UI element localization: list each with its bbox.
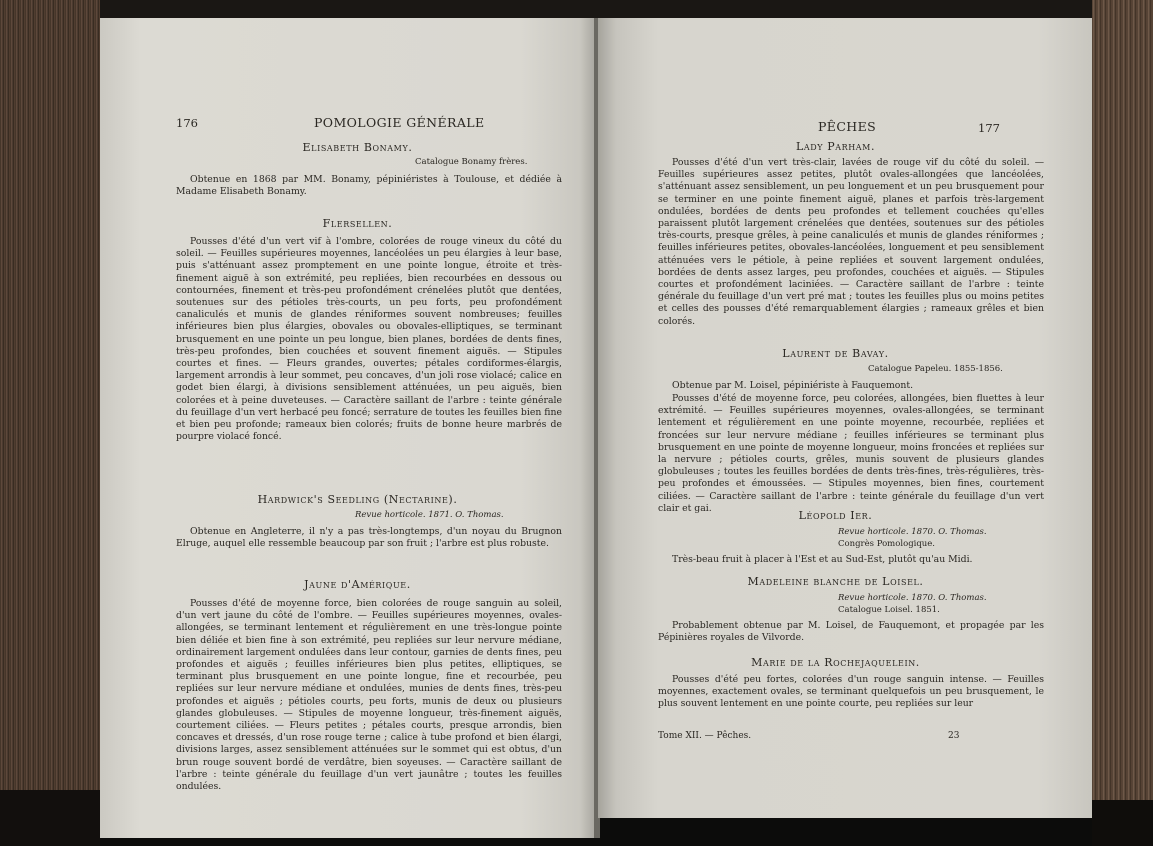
entry-text: Obtenue par M. Loisel, pépiniériste à Fauquemont. (672, 380, 914, 391)
right-running-title: PÊCHES (818, 119, 877, 134)
entry-heading: Léopold Ier. (798, 509, 873, 522)
entry-citation: Catalogue Papeleu. 1855-1856. (868, 364, 1003, 374)
book-top-edge (100, 0, 1092, 18)
footer-volume: Tome XII. — Pêches. (658, 731, 752, 741)
right-page-number: 177 (978, 121, 1000, 135)
entry-heading: Jaune d'Amérique. (304, 578, 411, 591)
entry-text: Obtenue en 1868 par MM. Bonamy, pépiniéristes à Toulouse, et dédiée à Madame Elisabeth Bonamy. (176, 174, 562, 198)
entry-heading: Marie de la Rochejaquelein. (751, 656, 920, 669)
left-page-number: 176 (176, 116, 198, 130)
entry-citation: Revue horticole. 1870. O. Thomas. (838, 593, 987, 603)
entry-text: Pousses d'été d'un vert vif à l'ombre, colorées de rouge vineux du côté du soleil. — Feuilles supérieures moyennes, lancéolées un peu élargies à leur base, puis s'atténuant assez promptement en une pointe longue, étroite et très-finement aiguë à son extrémité, peu repliées, bien recourbées en dessous ou contournées, finement et très-peu profondément crénelées plutôt que dentées, soutenues sur des pétioles très-courts, un peu forts, peu profondément canaliculés et munis de glandes réniformes souvent nombreuses; feuilles inférieures bien plus élargies, obovales ou obovales-elliptiques, se terminant brusquement en une pointe un peu longue, bien planes, bordées de dents fines, très-peu profondes, bien couchées et souvent finement aiguës. — Stipules courtes et fines. — Fleurs grandes, ouvertes; pétales cordiformes-élargis, largement arrondis à leur sommet, peu concaves, d'un joli rose violacé; calice en godet bien élargi, à divisions sensiblement atténuées, un peu aiguës, bien colorées et à peine duveteuses. — Caractère saillant de l'arbre : teinte générale du feuillage d'un vert herbacé peu foncé; serrature de toutes les feuilles bien fine et bien peu profonde; rameaux bien colorés; fruits de bonne heure marbrés de pourpre violacé foncé. (176, 236, 562, 443)
entry-text: Très-beau fruit à placer à l'Est et au Sud-Est, plutôt qu'au Midi. (672, 554, 973, 565)
entry-citation: Congrès Pomologique. (838, 539, 936, 549)
entry-citation: Revue horticole. 1871. O. Thomas. (355, 510, 504, 520)
entry-text: Obtenue en Angleterre, il n'y a pas très-longtemps, d'un noyau du Brugnon Elruge, auquel elle ressemble beaucoup par son fruit ; l'arbre est plus robuste. (176, 526, 562, 550)
right-page (598, 18, 1092, 818)
right-edge-shadow (1092, 800, 1153, 846)
entry-citation: Catalogue Loisel. 1851. (838, 605, 940, 615)
entry-heading: Madeleine blanche de Loisel. (747, 575, 924, 588)
right-page-edges (1092, 0, 1153, 846)
entry-text: Pousses d'été peu fortes, colorées d'un rouge sanguin intense. — Feuilles moyennes, exactement ovales, se terminant quelquefois un peu brusquement, le plus souvent lentement en une pointe courte, peu repliées sur leur (658, 674, 1044, 710)
entry-heading: Hardwick's Seedling (Nectarine). (257, 493, 458, 506)
footer-signature: 23 (948, 731, 960, 741)
entry-citation: Catalogue Bonamy frères. (415, 157, 528, 167)
entry-text: Pousses d'été de moyenne force, peu colorées, allongées, bien fluettes à leur extrémité. — Feuilles supérieures moyennes, ovales-allongées, se terminant lentement et régulièrement en une pointe moyenne, recourbée, repliées et froncées sur leur nervure médiane ; feuilles inférieures se terminant plus brusquement en une pointe de moyenne longueur, moins froncées et repliées sur la nervure ; pétioles courts, grêles, munis souvent de plusieurs glandes globuleuses ; toutes les feuilles bordées de dents très-fines, très-régulières, très-peu profondes et émoussées. — Stipules moyennes, bien fines, courtement ciliées. — Caractère saillant de l'arbre : teinte générale du feuillage d'un vert clair et gai. (658, 393, 1044, 514)
entry-citation: Revue horticole. 1870. O. Thomas. (838, 527, 987, 537)
left-running-title: POMOLOGIE GÉNÉRALE (314, 115, 485, 130)
left-page-edges (0, 0, 100, 846)
entry-text: Pousses d'été de moyenne force, bien colorées de rouge sanguin au soleil, d'un vert jaune du côté de l'ombre. — Feuilles supérieures moyennes, ovales-allongées, se terminant lentement et régulièrement en une très-longue pointe bien déliée et bien fine à son extrémité, peu repliées sur leur nervure médiane, ordinairement largement ondulées dans leur contour, garnies de dents fines, peu profondes et aiguës ; feuilles inférieures bien plus petites, elliptiques, se terminant plus brusquement en une pointe longue, fine et recourbée, peu repliées sur leur nervure médiane et ondulées, munies de dents fines, très-peu profondes et aiguës ; pétioles courts, peu forts, munis de deux ou plusieurs glandes globuleuses. — Stipules de moyenne longueur, très-finement aiguës, courtement ciliées. — Fleurs petites ; pétales courts, presque arrondis, bien concaves et dressés, d'un rose rouge terne ; calice à tube profond et bien élargi, divisions larges, assez sensiblement atténuées sur le sommet qui est obtus, d'un brun rouge souvent bordé de verdâtre, bien soyeuses. — Caractère saillant de l'arbre : teinte générale du feuillage d'un vert jaunâtre ; toutes les feuilles ondulées. (176, 598, 562, 793)
entry-heading: Lady Parham. (795, 140, 876, 153)
left-edge-shadow (0, 790, 100, 846)
entry-text: Pousses d'été d'un vert très-clair, lavées de rouge vif du côté du soleil. — Feuilles supérieures assez petites, plutôt ovales-allongées que lancéolées, s'atténuant assez sensiblement, un peu longuement et un peu brusquement pour se terminer en une pointe finement aiguë, planes et parfois très-largement ondulées, bordées de dents peu profondes et tellement couchées qu'elles paraissent plutôt largement crénelées que dentées, soutenues sur des pétioles très-courts, presque grêles, à peine canaliculés et munis de glandes réniformes ; feuilles inférieures petites, obovales-lancéolées, longuement et peu sensiblement atténuées vers le pétiole, à peine repliées et souvent largement ondulées, bordées de dents assez larges, peu profondes, couchées et aiguës. — Stipules courtes et profondément laciniées. — Caractère saillant de l'arbre : teinte générale du feuillage d'un vert pré mat ; toutes les feuilles plus ou moins petites et celles des pousses d'été remarquablement élargies ; rameaux grêles et bien colorés. (658, 157, 1044, 327)
entry-heading: Elisabeth Bonamy. (302, 141, 413, 154)
entry-text: Probablement obtenue par M. Loisel, de Fauquemont, et propagée par les Pépinières royales de Vilvorde. (658, 620, 1044, 644)
left-page (100, 18, 595, 838)
entry-heading: Flersellen. (322, 217, 393, 230)
entry-heading: Laurent de Bavay. (782, 347, 889, 360)
